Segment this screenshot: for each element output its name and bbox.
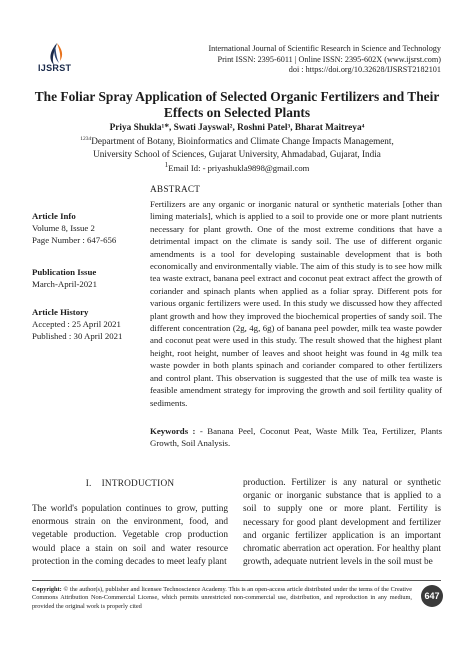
paper-email [20, 161, 454, 173]
publication-issue-value: March-April-2021 [32, 279, 97, 289]
keywords [150, 425, 442, 450]
ijsrst-logo [40, 41, 74, 81]
paper-title: The Foliar Spray Application of Selected Organic Fertilizers and Their Effects on Selected Plants [34, 89, 440, 120]
keywords-text: - Banana Peel, Coconut Peat, Waste Milk Tea, Fertilizer, Plants Growth, Soil Analysis. [150, 426, 443, 449]
copyright-label: Copyright: [32, 586, 62, 593]
abstract-heading: ABSTRACT [150, 185, 201, 195]
copyright-notice [32, 586, 412, 611]
journal-name: International Journal of Scientific Research in Science and Technology [208, 44, 441, 53]
journal-issn: Print ISSN: 2395-6011 | Online ISSN: 2395-602X (www.ijsrst.com) [217, 54, 441, 64]
logo-text: IJSRST [38, 63, 72, 73]
email-superscript: 1 [164, 161, 169, 169]
affiliation-superscript: 1234 [80, 135, 92, 142]
introduction-right-column: production. Fertilizer is any natural or synthetic organic or inorganic substance that is applied to a soil to supply one or more plant. Fertility is necessary for good plant development and fertilizer and organic fertilizer application is an important chromatic aberration act operation. For healthy plant growth, adequate nutrient levels in the soil must be [243, 478, 441, 568]
article-history [32, 306, 122, 342]
keywords-label: Keywords : [150, 426, 196, 436]
footer-divider [32, 580, 441, 581]
publication-issue [32, 266, 97, 290]
article-volume: Volume 8, Issue 2 [32, 223, 95, 233]
article-info-heading: Article Info [32, 211, 76, 221]
article-accepted: Accepted : 25 April 2021 [32, 319, 121, 329]
article-published: Published : 30 April 2021 [32, 331, 123, 341]
journal-doi[interactable]: doi : https://doi.org/10.32628/IJSRST2182101 [288, 65, 441, 74]
paper-affiliation [60, 135, 414, 160]
publication-issue-heading: Publication Issue [32, 267, 97, 277]
introduction-left-column: The world's population continues to grow, putting enormous strain on the environment, food, and vegetable production. Vegetable crop production would place a stain on soil and water resource protection in the coming decades to meet leafy plant [32, 504, 228, 567]
introduction-heading: I. INTRODUCTION [85, 479, 175, 489]
copyright-text: © the author(s), publisher and licensee Technoscience Academy. This is an open-access article distributed under the terms of the Creative Commons Attribution Non-Commercial License, which permits unrestricted non-commercial use, distribution, and reproduction in any medium, provided the original work is properly cited [32, 586, 412, 610]
article-info [32, 210, 116, 246]
affiliation-text: Department of Botany, Bioinformatics and Climate Change Impacts Management, University School of Sciences, Gujarat University, Ahmadabad, Gujarat, India [91, 136, 394, 159]
journal-header [161, 44, 441, 76]
article-page-number: Page Number : 647-656 [32, 235, 117, 245]
abstract-text: Fertilizers are any organic or inorganic natural or synthetic materials [other than liming materials], which is applied to a soil to provide one or more plant nutrients necessary for plant growth. One of the most extreme conditions that have a detrimental impact on the climate is sandy soil. The use of different organic amendments is a tool for developing sustainable development that is both economically and environmentally viable. The aim of this study is to see how milk tea waste extract, banana peel extract and coconut peat extract affect the growth of coriander and spinach plants when applied as a foliar spray. Different pots for various organic fertilizers were used. In this study we discussed how they affected plant growth and how they improved the biochemical properties of sandy soil. The different concentration (2g, 4g, 6g) of banana peel powder, milk tea waste powder and coconut peat were used in this study. The result showed that the highest plant height, root height, number of leaves and shoot height was found in 4g milk tea waste powder in both plants spinach and coriander compared to other fertilizers and control plant. This observation is suggested that the use of milk tea waste is feasible amendment strategy for improving the growth and soil fertility quality of sediments. [150, 199, 442, 408]
article-history-heading: Article History [32, 307, 89, 317]
email-text[interactable]: Email Id: - priyashukla9898@gmail.com [168, 162, 310, 173]
paper-authors: Priya Shukla¹*, Swati Jayswal², Roshni Patel³, Bharat Maitreya⁴ [109, 123, 365, 133]
page-number-badge: 647 [421, 585, 443, 607]
